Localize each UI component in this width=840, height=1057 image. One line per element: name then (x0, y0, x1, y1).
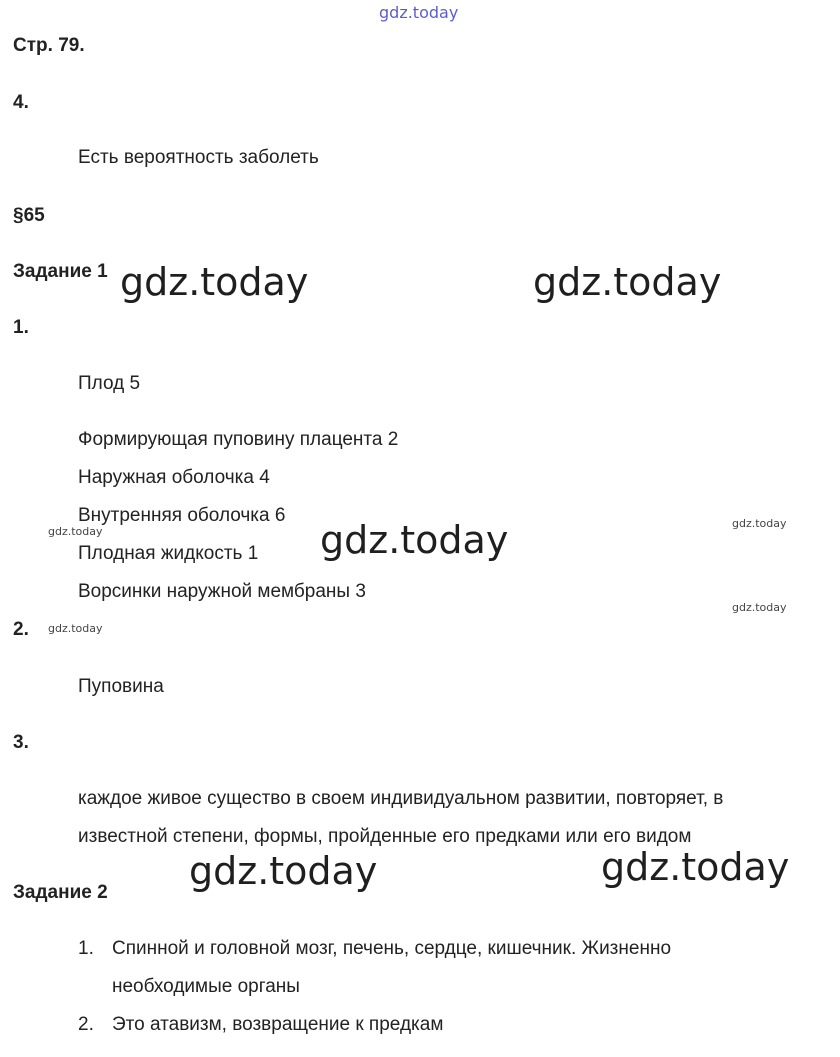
paragraph-heading: §65 (13, 205, 45, 226)
question-4-number: 4. (13, 92, 29, 113)
watermark-small-2: gdz.today (732, 517, 787, 530)
answer-line-2: Формирующая пуповину плацента 2 (78, 429, 399, 450)
answer-line-6: Ворсинки наружной мембраны 3 (78, 581, 366, 602)
watermark-big-2: gdz.today (533, 260, 722, 304)
page-number-heading: Стр. 79. (13, 35, 85, 56)
list-item-1-number: 1. (78, 938, 94, 959)
task-1-title: Задание 1 (13, 261, 108, 282)
question-2-answer: Пуповина (78, 676, 164, 697)
list-item-1-line-2: необходимые органы (112, 976, 300, 997)
watermark-big-1: gdz.today (120, 260, 309, 304)
task-1-question-2-number: 2. (13, 619, 29, 640)
task-2-title: Задание 2 (13, 882, 108, 903)
question-3-line-2: известной степени, формы, пройденные его предками или его видом (78, 826, 692, 847)
watermark-big-4: gdz.today (189, 849, 378, 893)
answer-line-1: Плод 5 (78, 373, 141, 394)
question-4-answer: Есть вероятность заболеть (78, 147, 319, 168)
watermark-small-3: gdz.today (732, 601, 787, 614)
watermark-big-5: gdz.today (601, 845, 790, 889)
watermark-top: gdz.today (379, 3, 459, 22)
list-item-2-number: 2. (78, 1014, 94, 1035)
answer-line-3: Наружная оболочка 4 (78, 467, 270, 488)
list-item-2-line-1: Это атавизм, возвращение к предкам (112, 1014, 444, 1035)
answer-line-5: Плодная жидкость 1 (78, 543, 259, 564)
list-item-1-line-1: Спинной и головной мозг, печень, сердце, кишечник. Жизненно (112, 938, 672, 959)
task-1-question-3-number: 3. (13, 732, 29, 753)
answer-line-4: Внутренняя оболочка 6 (78, 505, 286, 526)
watermark-small-4: gdz.today (48, 622, 103, 635)
task-1-question-1-number: 1. (13, 317, 29, 338)
question-3-line-1: каждое живое существо в своем индивидуальном развитии, повторяет, в (78, 788, 724, 809)
watermark-big-3: gdz.today (320, 518, 509, 562)
watermark-small-1: gdz.today (48, 525, 103, 538)
